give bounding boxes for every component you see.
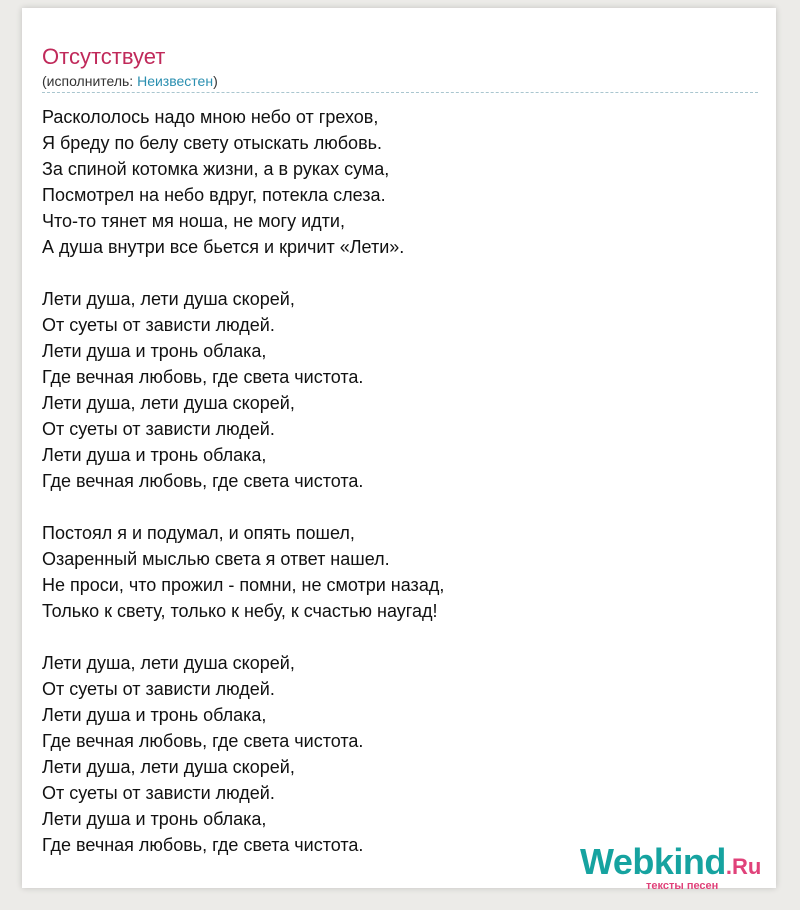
lyrics-line: Лети душа и тронь облака, — [42, 809, 267, 829]
lyrics-line: От суеты от зависти людей. — [42, 679, 275, 699]
lyrics-line: Лети душа и тронь облака, — [42, 341, 267, 361]
artist-suffix: ) — [213, 73, 218, 89]
lyrics-line: Где вечная любовь, где света чистота. — [42, 471, 364, 491]
lyrics-line: Где вечная любовь, где света чистота. — [42, 367, 364, 387]
lyrics-line: Где вечная любовь, где света чистота. — [42, 835, 364, 855]
logo-main-text: Webkind — [580, 841, 726, 882]
lyrics-text — [42, 104, 758, 884]
lyrics-line: Посмотрел на небо вдруг, потекла слеза. — [42, 185, 386, 205]
lyrics-line: Не проси, что прожил - помни, не смотри назад, — [42, 575, 445, 595]
lyrics-stanza — [42, 286, 758, 494]
song-title: Отсутствует — [42, 44, 166, 69]
lyrics-line: Лети душа, лети душа скорей, — [42, 393, 295, 413]
logo-tld: .Ru — [725, 854, 762, 879]
lyrics-line: Лети душа, лети душа скорей, — [42, 289, 295, 309]
lyrics-line: Лети душа и тронь облака, — [42, 705, 267, 725]
lyrics-line: А душа внутри все бьется и кричит «Лети». — [42, 237, 405, 257]
lyrics-line: Раскололось надо мною небо от грехов, — [42, 107, 379, 127]
lyrics-card — [22, 8, 776, 892]
lyrics-line: Где вечная любовь, где света чистота. — [42, 731, 364, 751]
webkind-logo[interactable] — [580, 842, 780, 892]
logo-tagline: тексты песен — [646, 880, 719, 892]
lyrics-line: Лети душа и тронь облака, — [42, 445, 267, 465]
lyrics-line: От суеты от зависти людей. — [42, 783, 275, 803]
lyrics-line: Что-то тянет мя ноша, не могу идти, — [42, 211, 345, 231]
lyrics-line: Я бреду по белу свету отыскать любовь. — [42, 133, 383, 153]
title-divider — [42, 92, 758, 93]
lyrics-line: Лети душа, лети душа скорей, — [42, 757, 295, 777]
lyrics-line: Постоял я и подумал, и опять пошел, — [42, 523, 355, 543]
artist-line — [42, 72, 218, 90]
lyrics-line: За спиной котомка жизни, а в руках сума, — [42, 159, 390, 179]
artist-link[interactable]: Неизвестен — [137, 73, 214, 89]
lyrics-stanza — [42, 520, 758, 624]
lyrics-stanza — [42, 104, 758, 260]
lyrics-line: Лети душа, лети душа скорей, — [42, 653, 295, 673]
lyrics-line: Только к свету, только к небу, к счастью наугад! — [42, 601, 438, 621]
lyrics-line: Озаренный мыслью света я ответ нашел. — [42, 549, 390, 569]
lyrics-line: От суеты от зависти людей. — [42, 419, 275, 439]
artist-prefix: (исполнитель: — [42, 73, 138, 89]
lyrics-stanza — [42, 650, 758, 858]
lyrics-line: От суеты от зависти людей. — [42, 315, 275, 335]
